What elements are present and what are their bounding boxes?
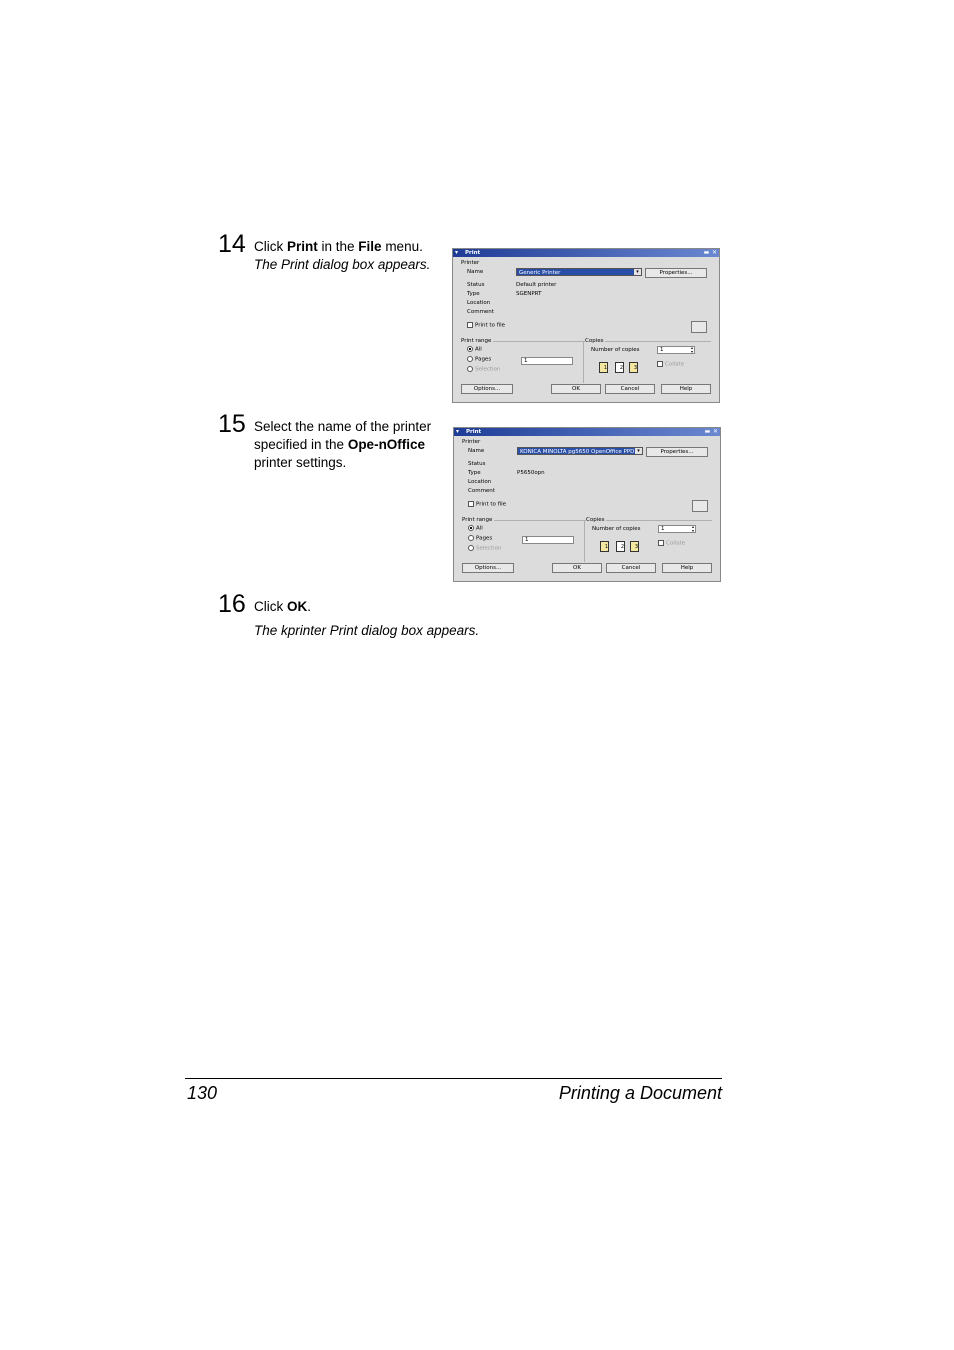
page-number: 130 [187, 1083, 218, 1103]
copies-label: Copies [586, 517, 605, 523]
step-15-openoffice: Ope-nOffice [347, 437, 426, 452]
step-16-ok: OK [287, 599, 308, 614]
dialog-title: Print [466, 429, 482, 435]
printer-name-value: KONICA MINOLTA pg5650 OpenOffice PPD [520, 449, 635, 455]
collate-page-icon: 2 [616, 541, 625, 552]
copies-spinner-icon[interactable]: ▴ ▾ [692, 524, 695, 533]
window-menu-icon[interactable]: ▾ [455, 249, 459, 256]
step-16-pre: Click [254, 599, 287, 614]
step-16-text [254, 598, 554, 616]
collate-page-icon: 3 [630, 541, 639, 552]
step-14-text [254, 238, 439, 274]
copies-label: Copies [585, 338, 604, 344]
type-value: P5650opn [517, 470, 545, 476]
pages-label: Pages [476, 535, 493, 542]
type-value: SGENPRT [516, 291, 542, 297]
step-number-14: 14 [218, 230, 246, 258]
step-14-file: File [358, 239, 382, 254]
step-14-post: menu. [381, 239, 423, 254]
printer-group-label: Printer [462, 439, 481, 445]
print-range-label: Print range [461, 338, 492, 344]
print-dialog-1 [452, 248, 720, 403]
collate-label: Collate [665, 361, 685, 368]
pages-radio[interactable] [467, 356, 491, 363]
dialog-titlebar [454, 428, 720, 436]
close-icon[interactable]: ✕ [711, 249, 718, 256]
print-to-file-label: Print to file [476, 501, 507, 508]
cancel-button[interactable]: Cancel [606, 563, 656, 573]
location-label: Location [468, 479, 492, 485]
printer-name-select[interactable] [516, 268, 642, 276]
footer-rule [185, 1078, 722, 1079]
pages-input[interactable]: 1 [521, 357, 573, 365]
print-dialog-2 [453, 427, 721, 582]
radio-selected-icon[interactable] [467, 346, 473, 352]
window-menu-icon[interactable]: ▾ [456, 428, 460, 435]
pages-label: Pages [475, 356, 492, 363]
status-value: Default printer [516, 282, 557, 288]
printer-group-label: Printer [461, 260, 480, 266]
type-label: Type [467, 291, 480, 297]
all-radio[interactable] [467, 346, 482, 353]
group-separator [583, 341, 584, 383]
checkbox-icon[interactable] [468, 501, 474, 507]
help-button[interactable]: Help [662, 563, 712, 573]
radio-icon[interactable] [467, 356, 473, 362]
options-button[interactable]: Options... [461, 384, 513, 394]
dialog-title: Print [465, 250, 481, 256]
minimize-icon[interactable]: ▬ [703, 249, 710, 256]
selection-radio[interactable] [468, 545, 501, 552]
comment-label: Comment [467, 309, 494, 315]
chevron-down-icon[interactable]: ▾ [634, 269, 641, 275]
pages-radio[interactable] [468, 535, 492, 542]
radio-icon[interactable] [468, 545, 474, 551]
step-15-pre: Select the name of the printer specified in the [254, 419, 432, 452]
status-label: Status [467, 282, 485, 288]
collate-pages-icon [600, 539, 646, 553]
all-label: All [475, 346, 482, 353]
printer-name-value: Generic Printer [519, 270, 561, 276]
collate-checkbox[interactable] [657, 361, 684, 368]
selection-label: Selection [476, 545, 502, 552]
collate-page-icon: 3 [629, 362, 638, 373]
number-of-copies-label: Number of copies [592, 526, 641, 532]
step-14-mid: in the [317, 239, 359, 254]
step-16-post: . [307, 599, 312, 614]
browse-button[interactable] [692, 500, 708, 512]
print-to-file-label: Print to file [475, 322, 506, 329]
step-number-15: 15 [218, 410, 246, 438]
minimize-icon[interactable]: ▬ [704, 428, 711, 435]
step-15-text [254, 418, 439, 472]
comment-label: Comment [468, 488, 495, 494]
pages-input[interactable]: 1 [522, 536, 574, 544]
chevron-down-icon[interactable]: ▾ [635, 448, 642, 454]
step-14-pre: Click [254, 239, 287, 254]
collate-pages-icon [599, 360, 645, 374]
step-number-16: 16 [218, 590, 246, 618]
selection-radio[interactable] [467, 366, 500, 373]
options-button[interactable]: Options... [462, 563, 514, 573]
collate-page-icon: 2 [615, 362, 624, 373]
name-label: Name [467, 269, 484, 275]
radio-icon[interactable] [467, 366, 473, 372]
copies-spinner-icon[interactable]: ▴ ▾ [691, 345, 694, 354]
all-label: All [476, 525, 483, 532]
all-radio[interactable] [468, 525, 483, 532]
cancel-button[interactable]: Cancel [605, 384, 655, 394]
checkbox-icon[interactable] [467, 322, 473, 328]
group-separator [584, 520, 585, 562]
checkbox-icon[interactable] [658, 540, 664, 546]
section-title: Printing a Document [558, 1083, 722, 1103]
checkbox-icon[interactable] [657, 361, 663, 367]
properties-button[interactable]: Properties... [645, 268, 707, 278]
name-label: Name [468, 448, 485, 454]
ok-button[interactable]: OK [551, 384, 601, 394]
close-icon[interactable]: ✕ [712, 428, 719, 435]
collate-page-icon: 1 [600, 541, 609, 552]
print-to-file-checkbox[interactable] [468, 501, 506, 508]
selection-label: Selection [475, 366, 501, 373]
number-of-copies-label: Number of copies [591, 347, 640, 353]
collate-page-icon: 1 [599, 362, 608, 373]
ok-button[interactable]: OK [552, 563, 602, 573]
step-14-print: Print [287, 239, 318, 254]
properties-button[interactable]: Properties... [646, 447, 708, 457]
step-15-post: printer settings. [254, 455, 347, 470]
help-button[interactable]: Help [661, 384, 711, 394]
collate-label: Collate [666, 540, 686, 547]
step-14-result: The Print dialog box appears. [254, 257, 431, 272]
print-to-file-checkbox[interactable] [467, 322, 505, 329]
collate-checkbox[interactable] [658, 540, 685, 547]
print-range-label: Print range [462, 517, 493, 523]
radio-icon[interactable] [468, 535, 474, 541]
browse-button[interactable] [691, 321, 707, 333]
copies-input[interactable]: 1 [658, 525, 696, 533]
printer-name-select[interactable] [517, 447, 643, 455]
type-label: Type [468, 470, 481, 476]
radio-selected-icon[interactable] [468, 525, 474, 531]
dialog-titlebar [453, 249, 719, 257]
location-label: Location [467, 300, 491, 306]
step-16-result: The kprinter Print dialog box appears. [254, 623, 480, 638]
copies-input[interactable]: 1 [657, 346, 695, 354]
status-label: Status [468, 461, 486, 467]
